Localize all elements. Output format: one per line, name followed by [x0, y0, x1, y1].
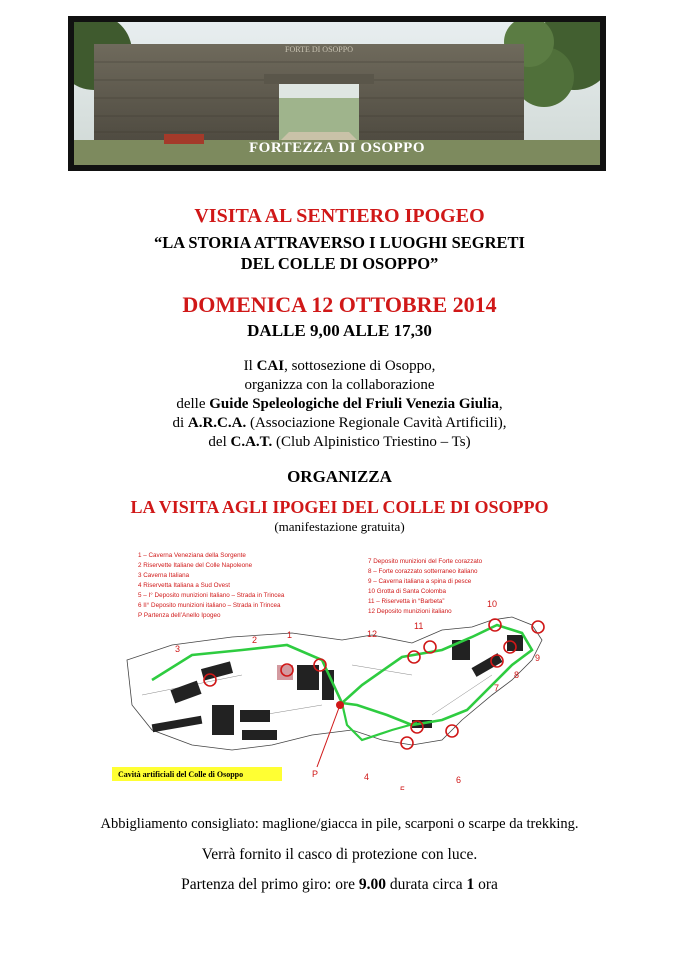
text-fragment: durata circa: [386, 876, 467, 893]
photo-caption: FORTEZZA DI OSOPPO: [249, 140, 425, 156]
marker-label: 5: [400, 785, 406, 790]
legend-item: 5 – I° Deposito munizioni Italiano – Strada in Trincea: [138, 592, 285, 599]
organizers-line-5: [0, 433, 679, 452]
legend-item: 6 II° Deposito munizioni italiano – Strada in Trincea: [138, 602, 281, 609]
marker-label: 1: [287, 630, 293, 640]
map-caption: Cavità artificiali del Colle di Osoppo: [118, 770, 244, 779]
legend-item: 10 Grotta di Santa Colomba: [368, 588, 447, 595]
legend-item: 3 Caverna Italiana: [138, 572, 190, 579]
gate-inscription: FORTE DI OSOPPO: [285, 45, 353, 54]
legend-right: [368, 558, 483, 615]
event-hours: DALLE 9,00 ALLE 17,30: [247, 321, 432, 340]
legend-item: 7 Deposito munizioni del Forte corazzato: [368, 558, 483, 565]
helmet-note: Verrà fornito il casco di protezione con luce.: [201, 846, 478, 863]
marker-label: 11: [414, 621, 424, 631]
marker-label: 12: [367, 629, 378, 639]
subtitle-line-1: “LA STORIA ATTRAVERSO I LUOGHI SEGRETI: [154, 233, 525, 252]
text-fragment: Il: [243, 358, 257, 374]
text-fragment: del: [208, 434, 231, 450]
marker-label: 6: [456, 775, 462, 785]
highlight-area: [277, 665, 293, 680]
start-time: 9.00: [358, 876, 386, 893]
header-photo: [68, 16, 606, 171]
marker-label: P: [312, 769, 319, 779]
text-fragment: , sottosezione di Osoppo,: [284, 358, 436, 374]
map-svg: [112, 545, 567, 790]
legend-item: 2 Riservette Italiane del Colle Napoleone: [138, 562, 253, 569]
arca-name: A.R.C.A.: [187, 415, 247, 431]
legend-item: 4 Riservetta Italiana a Sud Ovest: [138, 582, 231, 589]
legend-item: 8 – Forte corazzato sotterraneo italiano: [368, 568, 478, 575]
organizers-line-4: [0, 414, 679, 433]
guide-name: Guide Speleologiche del Friuli Venezia Giulia: [209, 396, 499, 412]
marker-label: 8: [514, 670, 520, 680]
legend-left: [138, 552, 285, 619]
legend-item: 9 – Caverna italiana a spina di pesce: [368, 578, 472, 585]
marker-label: 9: [535, 653, 541, 663]
event-date: DOMENICA 12 OTTOBRE 2014: [182, 292, 497, 317]
organizers-line-1: [0, 357, 679, 376]
fortress-image: [74, 22, 600, 165]
legend-item: P Partenza dell’Anello Ipogeo: [138, 612, 221, 619]
organizers-line-2: organizza con la collaborazione: [244, 377, 435, 393]
marker-label: 2: [252, 635, 258, 645]
text-fragment: (Associazione Regionale Cavità Artificili),: [246, 415, 507, 431]
cat-name: C.A.T.: [230, 434, 273, 450]
ipogei-title: LA VISITA AGLI IPOGEI DEL COLLE DI OSOPPO: [130, 497, 549, 517]
legend-item: 12 Deposito munizioni italiano: [368, 608, 452, 615]
text-fragment: delle: [176, 396, 210, 412]
marker-label: 3: [175, 644, 181, 654]
organizza-heading: ORGANIZZA: [287, 467, 392, 486]
marker-label: 10: [487, 599, 498, 609]
site-map: [112, 545, 567, 790]
legend-item: 1 – Caverna Veneziana della Sorgente: [138, 552, 246, 559]
free-note: (manifestazione gratuita): [274, 519, 405, 534]
text-fragment: Partenza del primo giro: ore: [181, 876, 359, 893]
marker-label: 4: [364, 772, 370, 782]
start-info: [0, 876, 679, 894]
marker-label: 7: [494, 683, 500, 693]
text-fragment: ora: [474, 876, 498, 893]
text-fragment: ,: [498, 396, 503, 412]
text-fragment: di: [172, 415, 188, 431]
visit-title: VISITA AL SENTIERO IPOGEO: [194, 205, 485, 227]
text-fragment: (Club Alpinistico Triestino – Ts): [272, 434, 471, 450]
duration: 1: [466, 876, 475, 893]
cai-name: CAI: [256, 358, 285, 374]
clothing-advice: Abbigliamento consigliato: maglione/giacca in pile, scarponi o scarpe da trekking.: [100, 816, 579, 832]
legend-item: 11 – Riservetta in “Barbeta”: [368, 598, 445, 605]
organizers-line-3: [0, 395, 679, 414]
subtitle-line-2: DEL COLLE DI OSOPPO”: [240, 254, 439, 273]
